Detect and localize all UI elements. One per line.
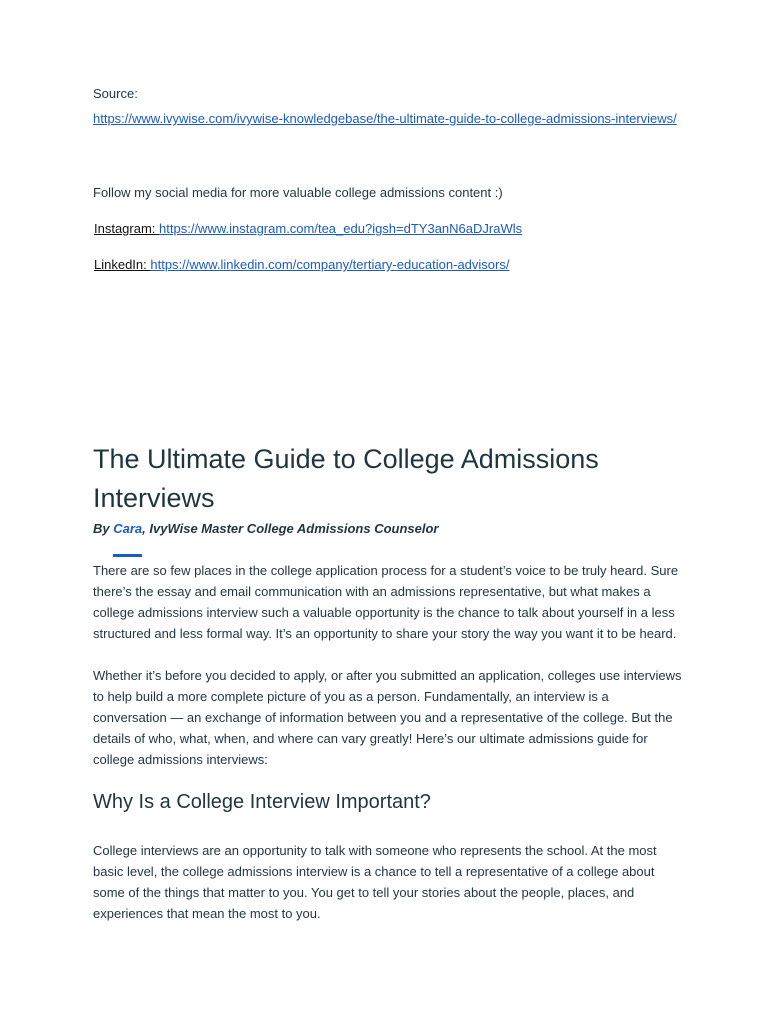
byline: [93, 521, 438, 536]
paragraph-importance: College interviews are an opportunity to talk with someone who represents the school. At the most basic level, the college admissions interview is a chance to tell a representative of a college about some of the things that matter to you. You get to tell your stories about the people, places, and experiences that mean the most to you.: [93, 843, 657, 921]
linkedin-line: [94, 257, 509, 272]
author-link[interactable]: Cara: [113, 521, 143, 536]
instagram-link[interactable]: https://www.instagram.com/tea_edu?igsh=dTY3anN6aDJraWls: [159, 221, 523, 236]
paragraph-context: Whether it’s before you decided to apply, or after you submitted an application, colleges use interviews to help build a more complete picture of you as a person. Fundamentally, an interview is a conversation — an exchange of information between you and a representative of the college. But the details of who, what, when, and where can vary greatly! Here’s our ultimate admissions guide for college admissions interviews:: [93, 668, 682, 767]
instagram-label: Instagram:: [94, 221, 160, 236]
section-heading: Why Is a College Interview Important?: [93, 791, 431, 813]
linkedin-label: LinkedIn:: [94, 257, 151, 272]
instagram-line: [94, 221, 522, 236]
byline-prefix: By: [93, 521, 114, 536]
source-link[interactable]: https://www.ivywise.com/ivywise-knowledgebase/the-ultimate-guide-to-college-admissions-interviews/: [93, 111, 677, 126]
social-intro: Follow my social media for more valuable college admissions content :): [93, 185, 503, 200]
paragraph-intro: There are so few places in the college application process for a student’s voice to be truly heard. Sure there’s the essay and email communication with an admissions representative, but what makes a college admissions interview such a valuable opportunity is the chance to talk about yourself in a less structured and less formal way. It’s an opportunity to share your story the way you want it to be heard.: [93, 563, 679, 641]
article-title: The Ultimate Guide to College Admissions Interviews: [93, 444, 599, 513]
byline-suffix: , IvyWise Master College Admissions Counselor: [142, 521, 439, 536]
accent-divider: [113, 554, 142, 557]
linkedin-link[interactable]: https://www.linkedin.com/company/tertiary-education-advisors/: [150, 257, 510, 272]
source-label: Source:: [93, 86, 138, 101]
